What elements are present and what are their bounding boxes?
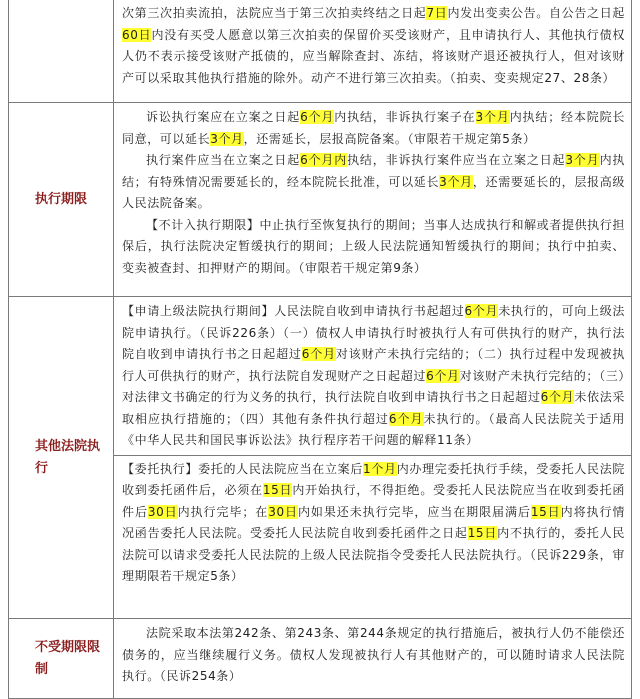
text-run: 执行案件应当在立案之日起 <box>146 153 301 167</box>
highlighted-term: 30日 <box>147 504 178 519</box>
row-label: 执行期限 <box>35 191 88 207</box>
highlighted-term: 6个月 <box>388 411 424 426</box>
text-run: 次第三次拍卖流拍，法院应当于第三次拍卖终结之日起 <box>122 6 427 20</box>
text-run: 法院采取本法第242条、第243条、第244条规定的执行措施后，被执行人仍不能偿还债务的，应当继续履行义务。债权人发现被执行人有其他财产的，可以随时请求人民法院执行。（民诉254条） <box>122 626 625 683</box>
cell-divider <box>114 455 631 456</box>
row-label: 其他法院执行 <box>35 438 101 476</box>
text-run: 对该财产未执行完结的；（二）执行过程中发现被执行人可供执行的财产，执行法院自发现财产之日起超过 <box>122 347 625 383</box>
highlighted-term: 1个月 <box>363 461 397 476</box>
content-cell <box>114 103 632 297</box>
row-label-cell <box>9 297 114 619</box>
text-run: 内将执行情况函告委托人民法院。受委托人民法院自收到委托函件之日起 <box>122 504 625 540</box>
highlighted-term: 15日 <box>467 526 498 540</box>
content-cell <box>114 297 632 619</box>
row-no-time-limit <box>9 619 632 699</box>
text-run: 内如果还未执行完毕，应当在期限届满后 <box>297 504 531 519</box>
highlighted-term: 3个月 <box>475 110 510 124</box>
paragraph <box>122 459 625 588</box>
highlighted-term: 15日 <box>530 504 561 519</box>
row-other-court-execution <box>9 297 632 619</box>
document-table <box>8 0 632 699</box>
text-run: 内办理完委托执行手续，受委托人民法院收到委托函件后，必须在 <box>122 461 625 497</box>
text-run: 【申请上级法院执行期间】人民法院自收到申请执行书起超过 <box>122 304 465 318</box>
highlighted-term: 3个月 <box>439 174 473 189</box>
highlighted-term: 6个月 <box>540 390 575 404</box>
highlighted-term: 6个月 <box>426 368 460 383</box>
content-cell <box>114 0 632 103</box>
text-run: 对该财产未执行完结的；（三）对法律文书确定的行为义务的执行，执行法院自收到申请执行书之日起超过 <box>122 368 626 404</box>
text-run: 诉讼执行案应在立案之日起 <box>146 110 301 124</box>
highlighted-term: 6个月 <box>464 304 499 318</box>
text-run: 内执结，非诉执行案子在 <box>334 110 476 124</box>
highlighted-term: 6个月 <box>301 347 336 361</box>
highlighted-term: 3个月 <box>210 131 244 146</box>
highlighted-term: 3个月 <box>565 153 600 167</box>
paragraph <box>122 107 625 150</box>
text-run: 内没有买受人愿意以第三次拍卖的保留价买受该财产，且申请执行人、其他执行债权人仍不表示接受该财产抵债的，应当解除查封、冻结，将该财产退还被执行人，但对该财产可以采取其他执行措施的除外。动产不进行第三次拍卖。（拍卖、变卖规定27、28条） <box>122 27 625 85</box>
text-run: 未执行的。（最高人民法院关于适用《中华人民共和国民事诉讼法》执行程序若干问题的解释11条） <box>122 411 626 447</box>
text-run: 内发出变卖公告。自公告之日起 <box>447 6 626 20</box>
row-label: 不受期限限制 <box>35 639 101 677</box>
text-run: 未依法采取相应执行措施的；（四）其他有条件执行超过 <box>122 390 626 426</box>
row-label-cell <box>9 103 114 297</box>
text-run: 内开始执行，不得拒绝。受委托人民法院应当在收到委托函件后 <box>122 483 625 519</box>
highlighted-term: 30日 <box>268 504 298 519</box>
text-run: 内不执行的，委托人民法院可以请求受委托人民法院的上级人民法院指令受委托人民法院执行。（民诉229条，审理期限若干规定5条） <box>122 526 625 583</box>
highlighted-term: 6个月内 <box>300 153 348 167</box>
text-run: 未执行的，可向上级法院申请执行。（民诉226条）（一）债权人申请执行时被执行人有可供执行的财产，执行法院自收到申请执行书之日起超过 <box>122 304 626 361</box>
row-label-cell <box>9 619 114 699</box>
highlighted-term: 7日 <box>426 6 448 20</box>
text-run: ，还需要延长的，层报高级人民法院备案。 <box>122 174 626 210</box>
row-execution-deadline <box>9 103 632 297</box>
highlighted-term: 6个月 <box>300 110 335 124</box>
paragraph <box>122 301 625 452</box>
paragraph <box>122 150 625 215</box>
paragraph <box>122 623 625 688</box>
highlighted-term: 15日 <box>262 483 293 497</box>
text-run: ，还需延长，层报高院备案。（审限若干规定第5条） <box>243 131 536 146</box>
text-run: 内执结；有特殊情况需要延长的，经本院院长批准，可以延长 <box>122 153 626 189</box>
content-cell <box>114 619 632 699</box>
text-run: 执结，非诉执行案件应当在立案之日起 <box>347 153 566 167</box>
text-run: 内执结；经本院院长同意，可以延长 <box>122 110 626 146</box>
highlighted-term: 60日 <box>122 27 152 42</box>
paragraph <box>122 215 625 280</box>
row-label-cell <box>9 0 114 103</box>
paragraph <box>122 3 625 89</box>
text-run: 【不计入执行期限】中止执行至恢复执行的期间；当事人达成执行和解或者提供执行担保后，执行法院决定暂缓执行的期间；上级人民法院通知暂缓执行的期间；执行中拍卖、变卖被查封、扣押财产的期间。（审限若干规定第9条） <box>122 217 625 275</box>
text-run: 【委托执行】委托的人民法院应当在立案后 <box>122 461 364 476</box>
row-auction-continuation <box>9 0 632 103</box>
text-run: 内执行完毕；在 <box>177 504 269 519</box>
